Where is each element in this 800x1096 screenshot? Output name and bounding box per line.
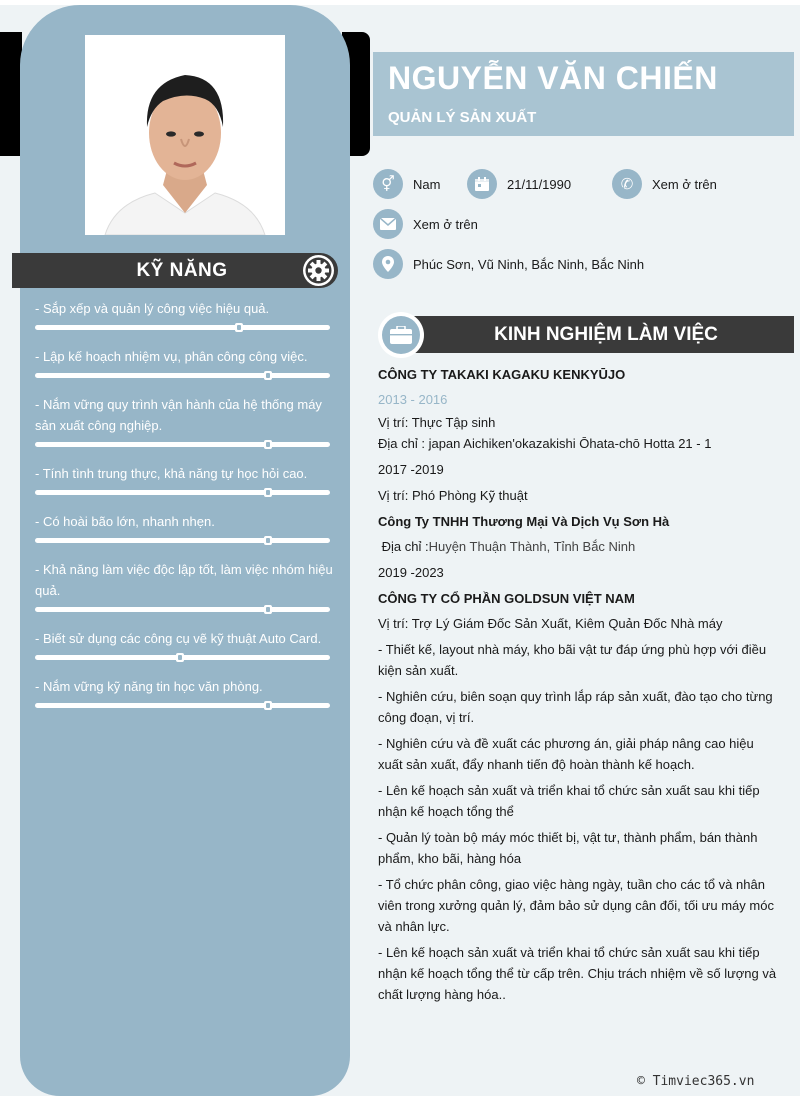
skill-level-marker (176, 653, 184, 662)
experience-content (378, 362, 778, 1010)
skill-level-marker (264, 371, 272, 380)
skill-item (35, 559, 335, 612)
company-address (378, 536, 778, 557)
skill-level-marker (264, 488, 272, 497)
skill-level-bar (35, 442, 330, 447)
info-address (373, 249, 644, 279)
skill-level-bar (35, 490, 330, 495)
period: 2013 - 2016 (378, 392, 448, 407)
skill-level-bar (35, 325, 330, 330)
skill-level-marker (264, 440, 272, 449)
duty-item: - Lên kế hoạch sản xuất và triển khai tổ chức sản xuất sau khi tiếp nhận kế hoạch tổng thể (378, 783, 760, 819)
name-band (373, 52, 794, 136)
phone-value: Xem ở trên (652, 176, 717, 192)
duty-item: - Thiết kế, layout nhà máy, kho bãi vật tư đáp ứng phù hợp với điều kiện sản xuất. (378, 642, 767, 678)
period: 2019 -2023 (378, 565, 444, 580)
duty-item: - Quản lý toàn bộ máy móc thiết bị, vật tư, thành phẩm, bán thành phẩm, kho bãi, hàng hóa (378, 830, 758, 866)
envelope-icon (373, 209, 403, 239)
skill-item (35, 676, 335, 708)
address-label: Địa chỉ : (378, 539, 429, 554)
gender-icon: ⚥ (373, 169, 403, 199)
job-title: QUẢN LÝ SẢN XUẤT (388, 109, 537, 126)
skill-item (35, 511, 335, 543)
candidate-name: NGUYỄN VĂN CHIẾN (388, 60, 718, 96)
email-value: Xem ở trên (413, 216, 478, 232)
position: Vị trí: Phó Phòng Kỹ thuật (378, 488, 528, 503)
skill-item (35, 628, 335, 660)
info-email (373, 209, 478, 239)
info-gender (373, 169, 440, 199)
address-value: Phúc Sơn, Vũ Ninh, Bắc Ninh, Bắc Ninh (413, 256, 645, 272)
decor-tab-left (0, 32, 22, 156)
duty-item: - Nghiên cứu và đề xuất các phương án, giải pháp nâng cao hiệu xuất sản xuất, đẩy nhanh tiến độ hoàn thành kế hoạch. (378, 736, 754, 772)
footer-credit: © Timviec365.vn (637, 1074, 755, 1089)
skill-text: - Lập kế hoạch nhiệm vụ, phân công công việc. (35, 349, 308, 364)
address-value: Huyện Thuận Thành, Tỉnh Bắc Ninh (428, 539, 636, 554)
info-phone (612, 169, 717, 199)
duty-item: - Tổ chức phân công, giao việc hàng ngày, tuần cho các tổ và nhân viên trong xưởng quản lý, đảm bảo sử dụng cân đối, tối ưu máy móc và nhân lực. (378, 877, 774, 934)
skill-text: - Tính tình trung thực, khả năng tự học hỏi cao. (35, 466, 308, 481)
position: Vị trí: Trợ Lý Giám Đốc Sản Xuất, Kiêm Quản Đốc Nhà máy (378, 616, 723, 631)
skill-list (35, 298, 335, 724)
skill-level-marker (264, 605, 272, 614)
skill-text: - Có hoài bão lớn, nhanh nhẹn. (35, 514, 215, 529)
skill-text: - Nắm vững quy trình vận hành của hệ thống máy sản xuất công nghiệp. (35, 397, 322, 433)
skill-level-bar (35, 538, 330, 543)
company-name: CÔNG TY TAKAKI KAGAKU KENKYŪJO (378, 367, 626, 382)
skill-text: - Nắm vững kỹ năng tin học văn phòng. (35, 679, 263, 694)
skill-level-bar (35, 655, 330, 660)
skill-level-marker (264, 536, 272, 545)
position: Vị trí: Thực Tập sinh (378, 415, 496, 430)
company-address: Địa chỉ : japan Aichiken'okazakishi Ōhata-chō Hotta 21 - 1 (378, 436, 712, 451)
skill-text: - Khả năng làm việc độc lập tốt, làm việc nhóm hiệu quả. (35, 562, 333, 598)
skill-item (35, 394, 335, 447)
gender-value: Nam (413, 176, 441, 192)
duty-item: - Lên kế hoạch sản xuất và triển khai tổ chức sản xuất sau khi tiếp nhận kế hoạch tổng thể từ cấp trên. Chịu trách nhiệm về số lượng và chất lượng hàng hóa.. (378, 945, 777, 1002)
skill-item (35, 298, 335, 330)
period: 2017 -2019 (378, 462, 444, 477)
company-name: Công Ty TNHH Thương Mại Và Dịch Vụ Sơn Hà (378, 514, 670, 529)
skill-level-bar (35, 703, 330, 708)
skill-text: - Sắp xếp và quản lý công việc hiệu quả. (35, 301, 270, 316)
duty-item: - Nghiên cứu, biên soạn quy trình lắp ráp sản xuất, đào tạo cho từng công đoạn, vị trí. (378, 689, 773, 725)
duty-list (378, 639, 778, 1005)
phone-icon: ✆ (612, 169, 642, 199)
briefcase-icon (378, 312, 424, 358)
experience-title: KINH NGHIỆM LÀM VIỆC (494, 324, 718, 345)
calendar-icon (467, 169, 497, 199)
skill-level-bar (35, 607, 330, 612)
skill-level-bar (35, 373, 330, 378)
skill-item (35, 346, 335, 378)
company-name: CÔNG TY CỔ PHẦN GOLDSUN VIỆT NAM (378, 591, 635, 606)
location-pin-icon (373, 249, 403, 279)
skills-title: KỸ NĂNG (136, 260, 228, 281)
birthday-value: 21/11/1990 (507, 176, 572, 192)
profile-photo (85, 35, 285, 235)
experience-header (378, 316, 794, 353)
info-birthday (467, 169, 571, 199)
skill-text: - Biết sử dụng các công cụ vẽ kỹ thuật Auto Card. (35, 631, 322, 646)
skill-level-marker (235, 323, 243, 332)
skill-level-marker (264, 701, 272, 710)
skill-item (35, 463, 335, 495)
